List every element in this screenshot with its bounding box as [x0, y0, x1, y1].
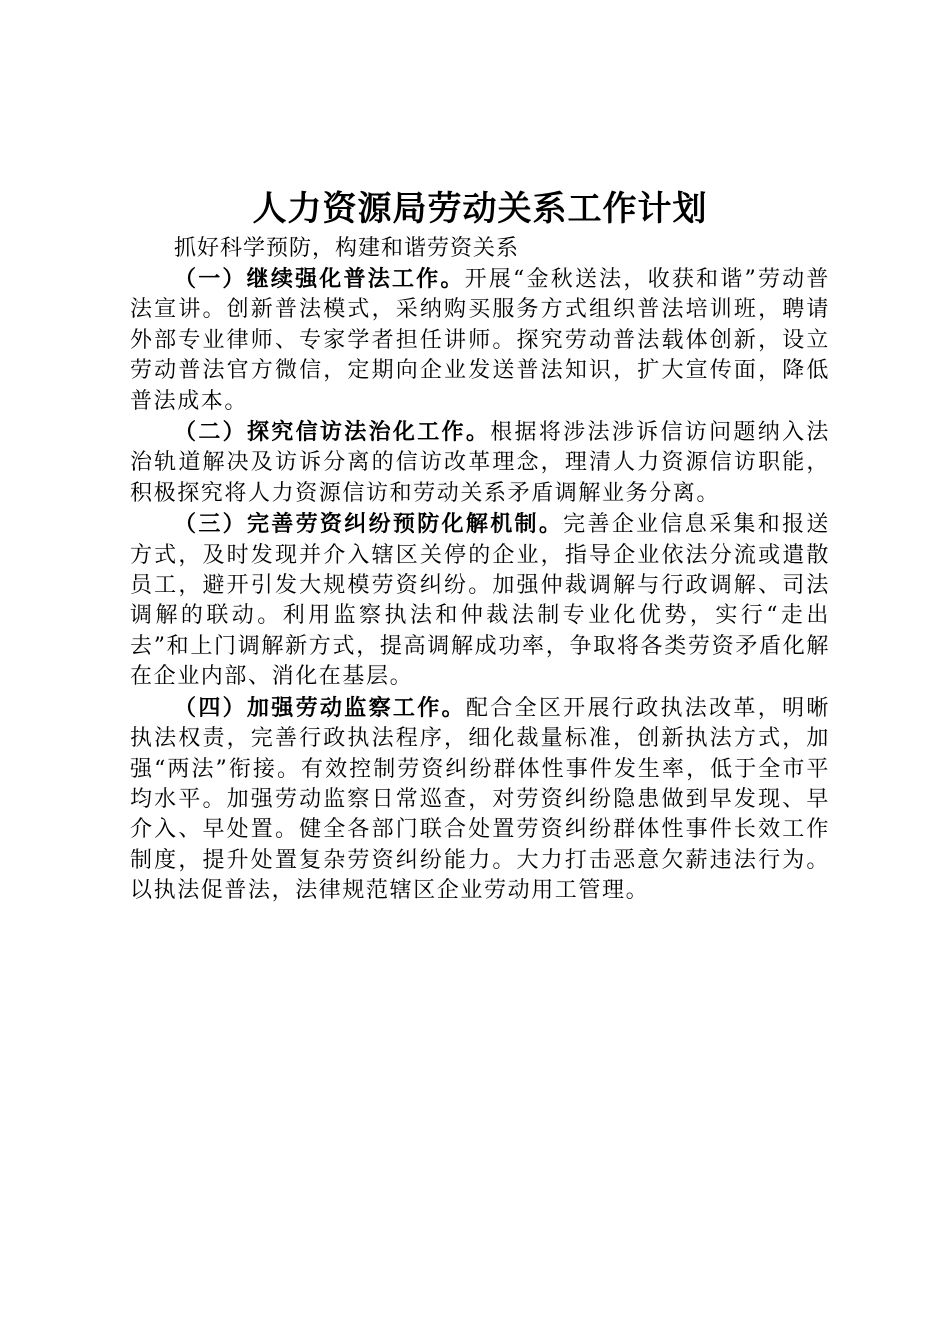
paragraph-3-lead: （三）完善劳资纠纷预防化解机制。	[174, 511, 564, 538]
paragraph-3	[130, 509, 830, 692]
paragraph-2	[130, 417, 830, 509]
document-subtitle: 抓好科学预防，构建和谐劳资关系	[174, 236, 520, 261]
paragraph-4	[130, 693, 830, 907]
document-title: 人力资源局劳动关系工作计划	[252, 189, 708, 229]
paragraph-2-body: 根据将涉法涉诉信访问题纳入法治轨道解决及访诉分离的信访改革理念，理清人力资源信访职能，积极探究将人力资源信访和劳动关系矛盾调解业务分离。	[130, 420, 830, 506]
document-page	[130, 186, 830, 907]
paragraph-2-lead: （二）探究信访法治化工作。	[174, 419, 491, 446]
paragraph-4-lead: （四）加强劳动监察工作。	[174, 694, 466, 721]
paragraph-1-body: 开展“金秋送法，收获和谐”劳动普法宣讲。创新普法模式，采纳购买服务方式组织普法培训班，聘请外部专业律师、专家学者担任讲师。探究劳动普法载体创新，设立劳动普法官方微信，定期向企业发送普法知识，扩大宣传面，降低普法成本。	[130, 267, 830, 414]
paragraph-3-body: 完善企业信息采集和报送方式，及时发现并介入辖区关停的企业，指导企业依法分流或遣散员工，避开引发大规模劳资纠纷。加强仲裁调解与行政调解、司法调解的联动。利用监察执法和仲裁法制专业化优势，实行“走出去”和上门调解新方式，提高调解成功率，争取将各类劳资矛盾化解在企业内部、消化在基层。	[130, 512, 830, 690]
paragraph-1-lead: （一）继续强化普法工作。	[174, 266, 465, 292]
paragraph-1	[130, 264, 830, 417]
paragraph-4-body: 配合全区开展行政执法改革，明晰执法权责，完善行政执法程序，细化裁量标准，创新执法方式，加强“两法”衔接。有效控制劳资纠纷群体性事件发生率，低于全市平均水平。加强劳动监察日常巡查，对劳资纠纷隐患做到早发现、早介入、早处置。健全各部门联合处置劳资纠纷群体性事件长效工作制度，提升处置复杂劳资纠纷能力。大力打击恶意欠薪违法行为。以执法促普法，法律规范辖区企业劳动用工管理。	[130, 695, 830, 904]
